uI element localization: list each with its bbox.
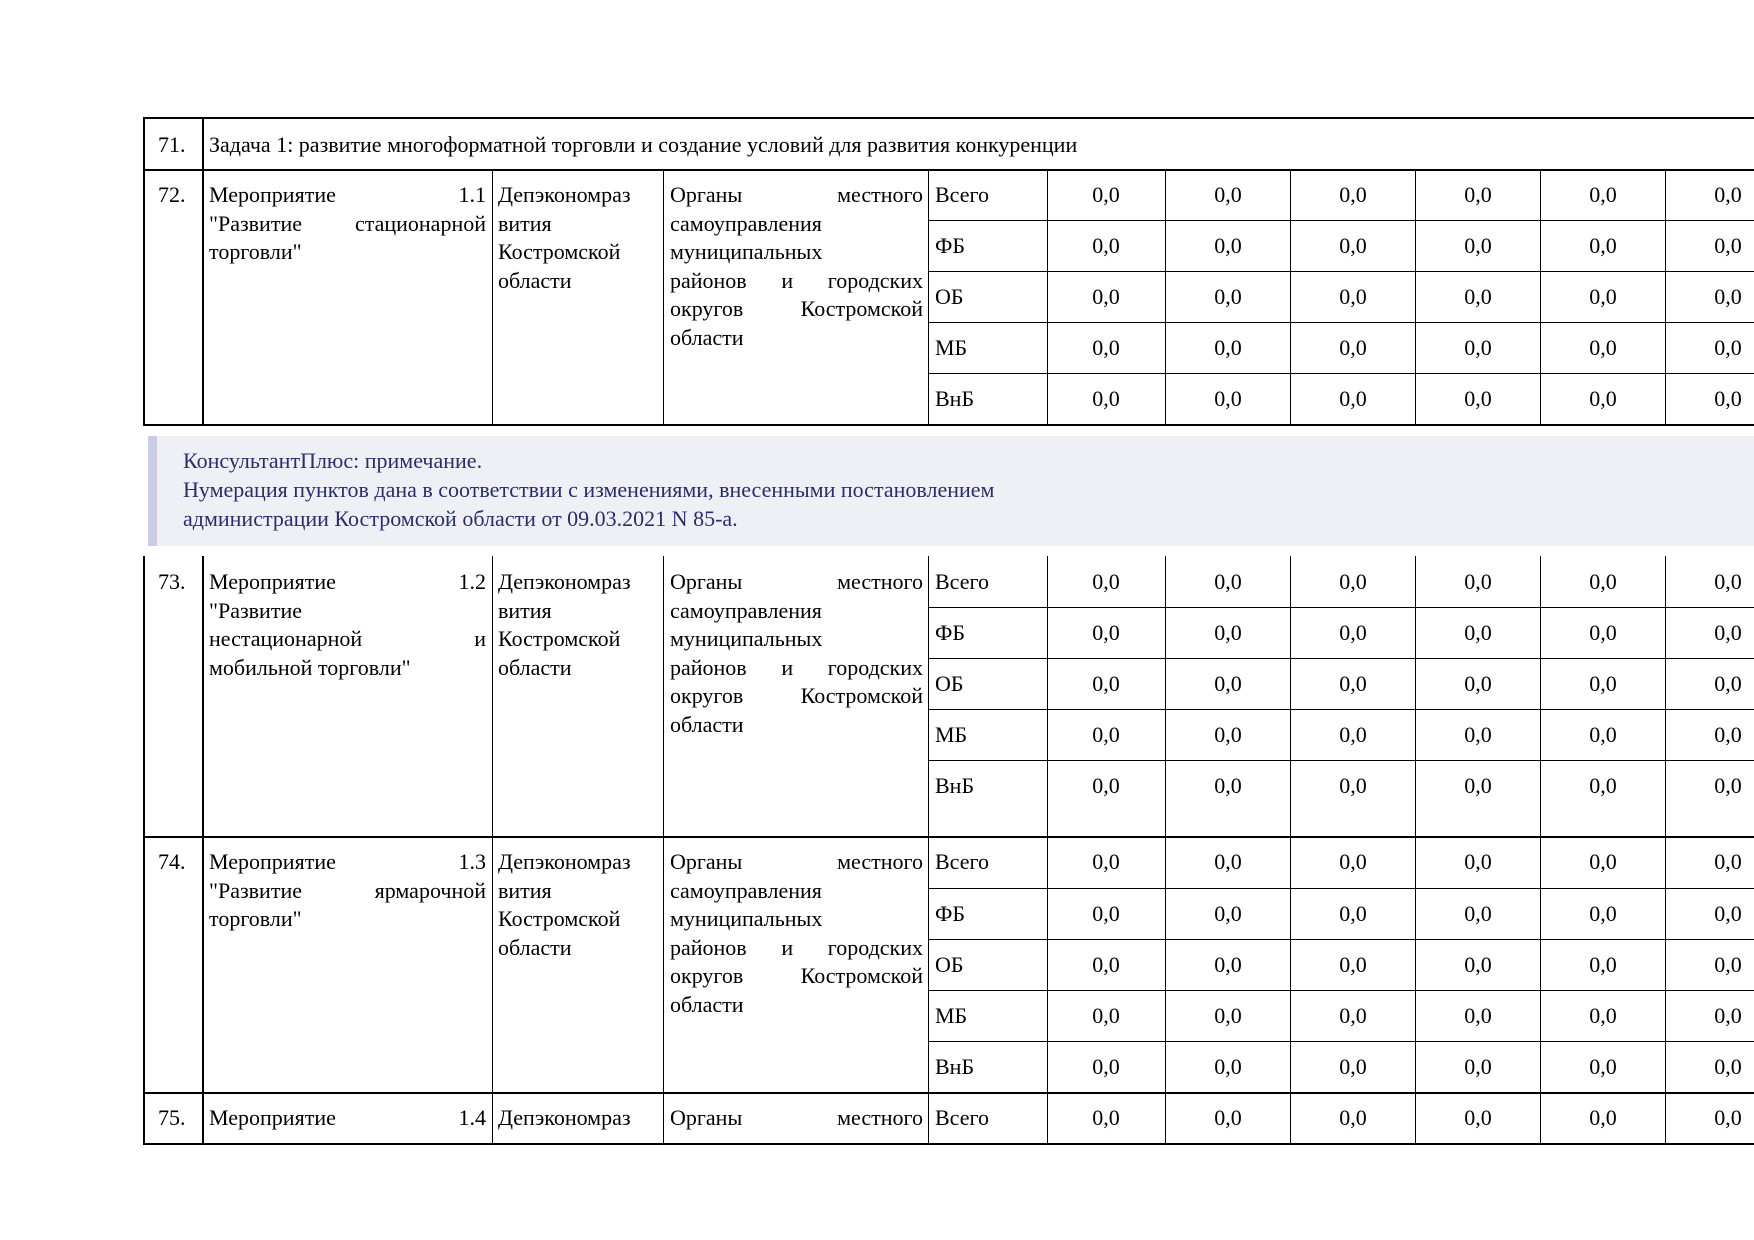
column-border: [1290, 556, 1291, 836]
column-border: [1540, 1092, 1541, 1143]
column-border: [1665, 836, 1666, 1092]
column-border: [1165, 556, 1166, 836]
amount-cell: 0,0: [1589, 233, 1617, 258]
amount-cell: 0,0: [1714, 1105, 1742, 1130]
column-border: [1415, 836, 1416, 1092]
funding-source: ОБ: [935, 952, 964, 977]
amount-cell: 0,0: [1589, 722, 1617, 747]
amount-cell: 0,0: [1339, 182, 1367, 207]
amount-cell: 0,0: [1589, 671, 1617, 696]
amount-cell: 0,0: [1714, 569, 1742, 594]
amount-cell: 0,0: [1464, 569, 1492, 594]
row-border: [143, 169, 1754, 171]
participants-line: Органы местного: [670, 849, 923, 874]
participants-line: области: [670, 711, 744, 737]
executor-line: области: [498, 267, 572, 293]
measure-name-line: "Развитие стационарной: [209, 210, 486, 236]
amount-cell: 0,0: [1339, 1054, 1367, 1079]
amount-cell: 0,0: [1714, 671, 1742, 696]
amount-cell: 0,0: [1214, 284, 1242, 309]
row-border: [143, 1092, 1754, 1094]
amount-cell: 0,0: [1464, 1003, 1492, 1028]
measure-name-line: нестационарной и: [209, 626, 486, 652]
amount-cell: 0,0: [1464, 335, 1492, 360]
amount-cell: 0,0: [1714, 1054, 1742, 1079]
note-title: КонсультантПлюс: примечание.: [183, 448, 483, 473]
amount-cell: 0,0: [1464, 722, 1492, 747]
amount-cell: 0,0: [1214, 901, 1242, 926]
column-border: [202, 1092, 204, 1143]
funding-source: Всего: [935, 1105, 989, 1130]
amount-cell: 0,0: [1214, 569, 1242, 594]
amount-cell: 0,0: [1214, 386, 1242, 411]
participants-line: округов Костромской: [670, 683, 923, 709]
executor: [498, 181, 658, 295]
column-border: [202, 169, 204, 424]
note-line: администрации Костромской области от 09.03.2021 N 85-а.: [183, 506, 738, 531]
sub-row-border: [928, 888, 1754, 889]
column-border: [1047, 169, 1048, 424]
amount-cell: 0,0: [1092, 233, 1120, 258]
amount-cell: 0,0: [1589, 1054, 1617, 1079]
amount-cell: 0,0: [1714, 1003, 1742, 1028]
row-number: 74.: [158, 849, 186, 874]
participants-line: округов Костромской: [670, 963, 923, 989]
sub-row-border: [928, 322, 1754, 323]
participants-line: районов и городских: [670, 267, 923, 293]
amount-cell: 0,0: [1464, 849, 1492, 874]
column-border: [1290, 1092, 1291, 1143]
column-border: [202, 117, 204, 170]
amount-cell: 0,0: [1714, 335, 1742, 360]
executor-line: Депэкономраз: [498, 1105, 631, 1130]
funding-source: ВнБ: [935, 386, 975, 411]
amount-cell: 0,0: [1339, 233, 1367, 258]
amount-cell: 0,0: [1589, 284, 1617, 309]
column-border: [1540, 169, 1541, 424]
table-top-border: [143, 117, 1754, 119]
participants-line: муниципальных: [670, 906, 823, 932]
row-number: 71.: [158, 132, 186, 157]
executor: [498, 568, 658, 682]
amount-cell: 0,0: [1092, 569, 1120, 594]
executor-line: вития: [498, 597, 552, 623]
column-border: [663, 556, 664, 836]
funding-source: ФБ: [935, 901, 966, 926]
measure-name-line: Мероприятие 1.4: [209, 1105, 486, 1130]
amount-cell: 0,0: [1714, 722, 1742, 747]
amount-cell: 0,0: [1214, 671, 1242, 696]
executor-line: Депэкономраз: [498, 849, 631, 874]
participants-line: районов и городских: [670, 934, 923, 960]
participants: [670, 568, 923, 740]
amount-cell: 0,0: [1339, 722, 1367, 747]
column-border: [143, 836, 145, 1092]
participants-line: муниципальных: [670, 239, 823, 265]
participants: [670, 1104, 923, 1133]
measure-name-line: торговли": [209, 239, 302, 265]
funding-source: МБ: [935, 722, 968, 747]
amount-cell: 0,0: [1589, 901, 1617, 926]
executor-line: Костромской: [498, 626, 621, 652]
amount-cell: 0,0: [1589, 569, 1617, 594]
participants-line: самоуправления: [670, 877, 822, 903]
column-border: [1165, 169, 1166, 424]
amount-cell: 0,0: [1589, 1105, 1617, 1130]
amount-cell: 0,0: [1339, 773, 1367, 798]
funding-source: ОБ: [935, 671, 964, 696]
participants-line: самоуправления: [670, 597, 822, 623]
measure-name-line: мобильной торговли": [209, 654, 411, 680]
column-border: [143, 117, 145, 170]
amount-cell: 0,0: [1589, 386, 1617, 411]
column-border: [1665, 169, 1666, 424]
amount-cell: 0,0: [1714, 284, 1742, 309]
executor-line: области: [498, 654, 572, 680]
amount-cell: 0,0: [1214, 952, 1242, 977]
executor-line: области: [498, 934, 572, 960]
column-border: [1047, 1092, 1048, 1143]
amount-cell: 0,0: [1464, 952, 1492, 977]
amount-cell: 0,0: [1214, 722, 1242, 747]
amount-cell: 0,0: [1714, 901, 1742, 926]
sub-row-border: [928, 220, 1754, 221]
sub-row-border: [928, 760, 1754, 761]
row-border: [143, 836, 1754, 838]
amount-cell: 0,0: [1092, 849, 1120, 874]
column-border: [663, 169, 664, 424]
amount-cell: 0,0: [1464, 620, 1492, 645]
column-border: [1540, 836, 1541, 1092]
amount-cell: 0,0: [1589, 182, 1617, 207]
participants-line: районов и городских: [670, 654, 923, 680]
funding-source: МБ: [935, 1003, 968, 1028]
measure-name-line: Мероприятие 1.1: [209, 182, 486, 207]
amount-cell: 0,0: [1589, 1003, 1617, 1028]
sub-row-border: [928, 709, 1754, 710]
participants: [670, 181, 923, 353]
amount-cell: 0,0: [1092, 335, 1120, 360]
amount-cell: 0,0: [1589, 849, 1617, 874]
amount-cell: 0,0: [1092, 386, 1120, 411]
participants-line: округов Костромской: [670, 296, 923, 322]
column-border: [928, 836, 929, 1092]
amount-cell: 0,0: [1214, 1003, 1242, 1028]
sub-row-border: [928, 607, 1754, 608]
row-number: 75.: [158, 1105, 186, 1130]
amount-cell: 0,0: [1339, 569, 1367, 594]
column-border: [1165, 1092, 1166, 1143]
column-border: [1415, 556, 1416, 836]
column-border: [928, 556, 929, 836]
column-border: [928, 1092, 929, 1143]
sub-row-border: [928, 658, 1754, 659]
executor-line: вития: [498, 877, 552, 903]
amount-cell: 0,0: [1339, 1003, 1367, 1028]
measure-name: [209, 568, 486, 682]
measure-name: [209, 1104, 486, 1133]
amount-cell: 0,0: [1339, 901, 1367, 926]
column-border: [1047, 836, 1048, 1092]
amount-cell: 0,0: [1092, 773, 1120, 798]
amount-cell: 0,0: [1714, 952, 1742, 977]
funding-source: ФБ: [935, 233, 966, 258]
amount-cell: 0,0: [1339, 335, 1367, 360]
amount-cell: 0,0: [1714, 386, 1742, 411]
amount-cell: 0,0: [1464, 901, 1492, 926]
measure-name: [209, 848, 486, 934]
funding-source: Всего: [935, 182, 989, 207]
column-border: [1290, 169, 1291, 424]
executor-line: Костромской: [498, 239, 621, 265]
column-border: [492, 556, 493, 836]
column-border: [202, 556, 204, 836]
funding-source: Всего: [935, 569, 989, 594]
measure-name-line: Мероприятие 1.3: [209, 849, 486, 874]
amount-cell: 0,0: [1214, 620, 1242, 645]
amount-cell: 0,0: [1339, 1105, 1367, 1130]
sub-row-border: [928, 1041, 1754, 1042]
executor-line: Депэкономраз: [498, 569, 631, 594]
row-border: [143, 1143, 1754, 1145]
amount-cell: 0,0: [1339, 620, 1367, 645]
column-border: [1415, 1092, 1416, 1143]
note-accent-bar: [148, 436, 157, 546]
amount-cell: 0,0: [1714, 182, 1742, 207]
participants: [670, 848, 923, 1020]
amount-cell: 0,0: [1589, 335, 1617, 360]
column-border: [1290, 836, 1291, 1092]
participants-line: муниципальных: [670, 626, 823, 652]
funding-source: ФБ: [935, 620, 966, 645]
measure-name-line: "Развитие: [209, 597, 302, 623]
amount-cell: 0,0: [1464, 182, 1492, 207]
amount-cell: 0,0: [1464, 386, 1492, 411]
row-number: 73.: [158, 569, 186, 594]
executor-line: вития: [498, 210, 552, 236]
amount-cell: 0,0: [1092, 1003, 1120, 1028]
funding-source: ВнБ: [935, 773, 975, 798]
amount-cell: 0,0: [1092, 671, 1120, 696]
amount-cell: 0,0: [1092, 182, 1120, 207]
amount-cell: 0,0: [1214, 335, 1242, 360]
amount-cell: 0,0: [1092, 901, 1120, 926]
task-title: Задача 1: развитие многоформатной торговли и создание условий для развития конкуренции: [209, 132, 1078, 157]
column-border: [1165, 836, 1166, 1092]
amount-cell: 0,0: [1214, 773, 1242, 798]
amount-cell: 0,0: [1092, 1054, 1120, 1079]
column-border: [202, 836, 204, 1092]
amount-cell: 0,0: [1214, 233, 1242, 258]
amount-cell: 0,0: [1714, 620, 1742, 645]
amount-cell: 0,0: [1339, 952, 1367, 977]
amount-cell: 0,0: [1464, 284, 1492, 309]
funding-source: ВнБ: [935, 1054, 975, 1079]
column-border: [1665, 1092, 1666, 1143]
executor-line: Костромской: [498, 906, 621, 932]
amount-cell: 0,0: [1339, 386, 1367, 411]
note-line: Нумерация пунктов дана в соответствии с изменениями, внесенными постановлением: [183, 477, 995, 502]
row-border: [143, 424, 1754, 426]
amount-cell: 0,0: [1092, 284, 1120, 309]
funding-source: Всего: [935, 849, 989, 874]
column-border: [928, 169, 929, 424]
row-number: 72.: [158, 182, 186, 207]
amount-cell: 0,0: [1589, 773, 1617, 798]
amount-cell: 0,0: [1214, 1105, 1242, 1130]
column-border: [1665, 556, 1666, 836]
amount-cell: 0,0: [1714, 773, 1742, 798]
amount-cell: 0,0: [1339, 849, 1367, 874]
amount-cell: 0,0: [1092, 722, 1120, 747]
column-border: [492, 1092, 493, 1143]
column-border: [143, 1092, 145, 1143]
amount-cell: 0,0: [1714, 849, 1742, 874]
participants-line: Органы местного: [670, 1105, 923, 1130]
amount-cell: 0,0: [1464, 671, 1492, 696]
amount-cell: 0,0: [1589, 952, 1617, 977]
participants-line: области: [670, 991, 744, 1017]
sub-row-border: [928, 990, 1754, 991]
participants-line: Органы местного: [670, 182, 923, 207]
sub-row-border: [928, 939, 1754, 940]
amount-cell: 0,0: [1464, 233, 1492, 258]
column-border: [143, 556, 145, 836]
note-text: [183, 446, 994, 533]
column-border: [1415, 169, 1416, 424]
amount-cell: 0,0: [1092, 620, 1120, 645]
column-border: [663, 836, 664, 1092]
column-border: [492, 169, 493, 424]
sub-row-border: [928, 271, 1754, 272]
executor: [498, 848, 658, 962]
column-border: [1540, 556, 1541, 836]
amount-cell: 0,0: [1464, 1105, 1492, 1130]
amount-cell: 0,0: [1464, 1054, 1492, 1079]
column-border: [1047, 556, 1048, 836]
amount-cell: 0,0: [1339, 671, 1367, 696]
measure-name: [209, 181, 486, 267]
sub-row-border: [928, 373, 1754, 374]
column-border: [492, 836, 493, 1092]
measure-name-line: торговли": [209, 906, 302, 932]
measure-name-line: Мероприятие 1.2: [209, 569, 486, 594]
amount-cell: 0,0: [1214, 182, 1242, 207]
amount-cell: 0,0: [1714, 233, 1742, 258]
executor: [498, 1104, 658, 1133]
measure-name-line: "Развитие ярмарочной: [209, 877, 486, 903]
amount-cell: 0,0: [1092, 952, 1120, 977]
executor-line: Депэкономраз: [498, 182, 631, 207]
column-border: [663, 1092, 664, 1143]
funding-source: МБ: [935, 335, 968, 360]
participants-line: Органы местного: [670, 569, 923, 594]
amount-cell: 0,0: [1464, 773, 1492, 798]
participants-line: области: [670, 324, 744, 350]
amount-cell: 0,0: [1339, 284, 1367, 309]
amount-cell: 0,0: [1589, 620, 1617, 645]
amount-cell: 0,0: [1214, 1054, 1242, 1079]
amount-cell: 0,0: [1214, 849, 1242, 874]
participants-line: самоуправления: [670, 210, 822, 236]
amount-cell: 0,0: [1092, 1105, 1120, 1130]
column-border: [143, 169, 145, 424]
funding-source: ОБ: [935, 284, 964, 309]
